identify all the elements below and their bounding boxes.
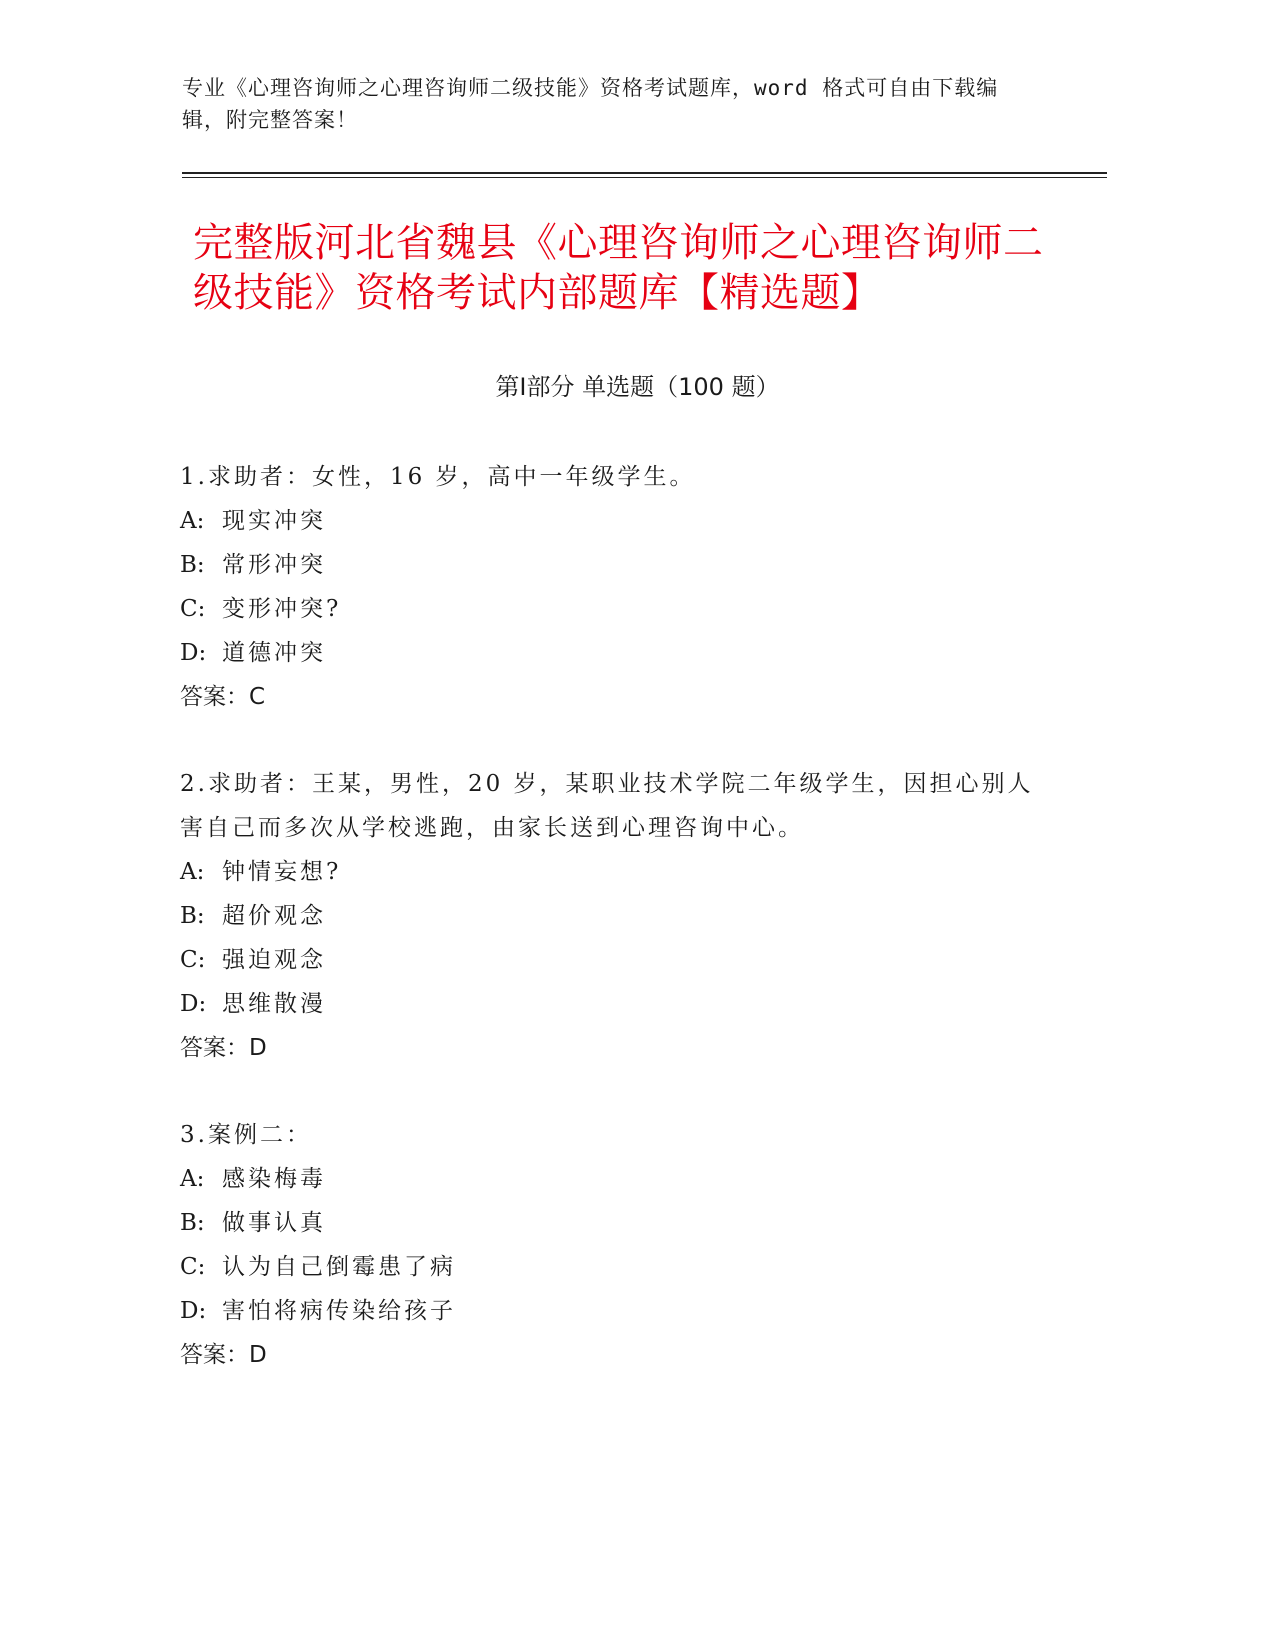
document-title: 完整版河北省魏县《心理咨询师之心理咨询师二级技能》资格考试内部题库【精选题】: [193, 220, 1044, 316]
answer-line: 答案：D: [180, 1342, 267, 1368]
option-letter: C:: [180, 947, 206, 973]
header-note: 专业《心理咨询师之心理咨询师二级技能》资格考试题库，word 格式可自由下载编辑，附完整答案！: [182, 76, 999, 132]
option-text: 做事认真: [222, 1210, 326, 1236]
question-3: [180, 1113, 1040, 1377]
option-text: 感染梅毒: [222, 1166, 326, 1192]
option-text: 害怕将病传染给孩子: [222, 1298, 456, 1324]
option-text: 常形冲突: [222, 552, 326, 578]
option-text: 变形冲突?: [222, 596, 342, 622]
option-text: 认为自己倒霉患了病: [222, 1254, 456, 1280]
option-a: [180, 850, 1040, 894]
option-letter: B:: [180, 903, 205, 929]
option-b: [180, 1201, 1040, 1245]
option-c: [180, 938, 1040, 982]
question-stem: 3.案例二：: [180, 1122, 312, 1148]
option-text: 强迫观念: [222, 947, 326, 973]
option-text: 钟情妄想?: [222, 859, 342, 885]
option-d: [180, 1289, 1040, 1333]
question-stem: 2.求助者：王某，男性，20 岁，某职业技术学院二年级学生，因担心别人害自己而多次从学校逃跑，由家长送到心理咨询中心。: [180, 771, 1034, 841]
question-stem: 1.求助者：女性，16 岁，高中一年级学生。: [180, 464, 696, 490]
option-letter: D:: [180, 991, 207, 1017]
option-a: [180, 1157, 1040, 1201]
option-d: [180, 631, 1040, 675]
question-1: [180, 455, 1040, 719]
option-letter: A:: [180, 1166, 205, 1192]
option-letter: D:: [180, 640, 207, 666]
option-letter: B:: [180, 552, 205, 578]
option-letter: A:: [180, 508, 205, 534]
header-divider-thick: [182, 172, 1107, 174]
option-letter: C:: [180, 596, 206, 622]
option-text: 现实冲突: [222, 508, 326, 534]
option-text: 超价观念: [222, 903, 326, 929]
option-letter: A:: [180, 859, 205, 885]
option-c: [180, 587, 1040, 631]
header-divider-thin: [182, 177, 1107, 178]
question-2: [180, 762, 1040, 1070]
section-heading: 第Ⅰ部分 单选题（100 题）: [495, 373, 780, 401]
option-b: [180, 894, 1040, 938]
option-a: [180, 499, 1040, 543]
question-list: [180, 455, 1040, 1420]
option-letter: D:: [180, 1298, 207, 1324]
option-text: 道德冲突: [222, 640, 326, 666]
answer-line: 答案：C: [180, 684, 266, 710]
option-d: [180, 982, 1040, 1026]
option-b: [180, 543, 1040, 587]
option-c: [180, 1245, 1040, 1289]
answer-line: 答案：D: [180, 1035, 267, 1061]
option-text: 思维散漫: [222, 991, 326, 1017]
option-letter: B:: [180, 1210, 205, 1236]
option-letter: C:: [180, 1254, 206, 1280]
